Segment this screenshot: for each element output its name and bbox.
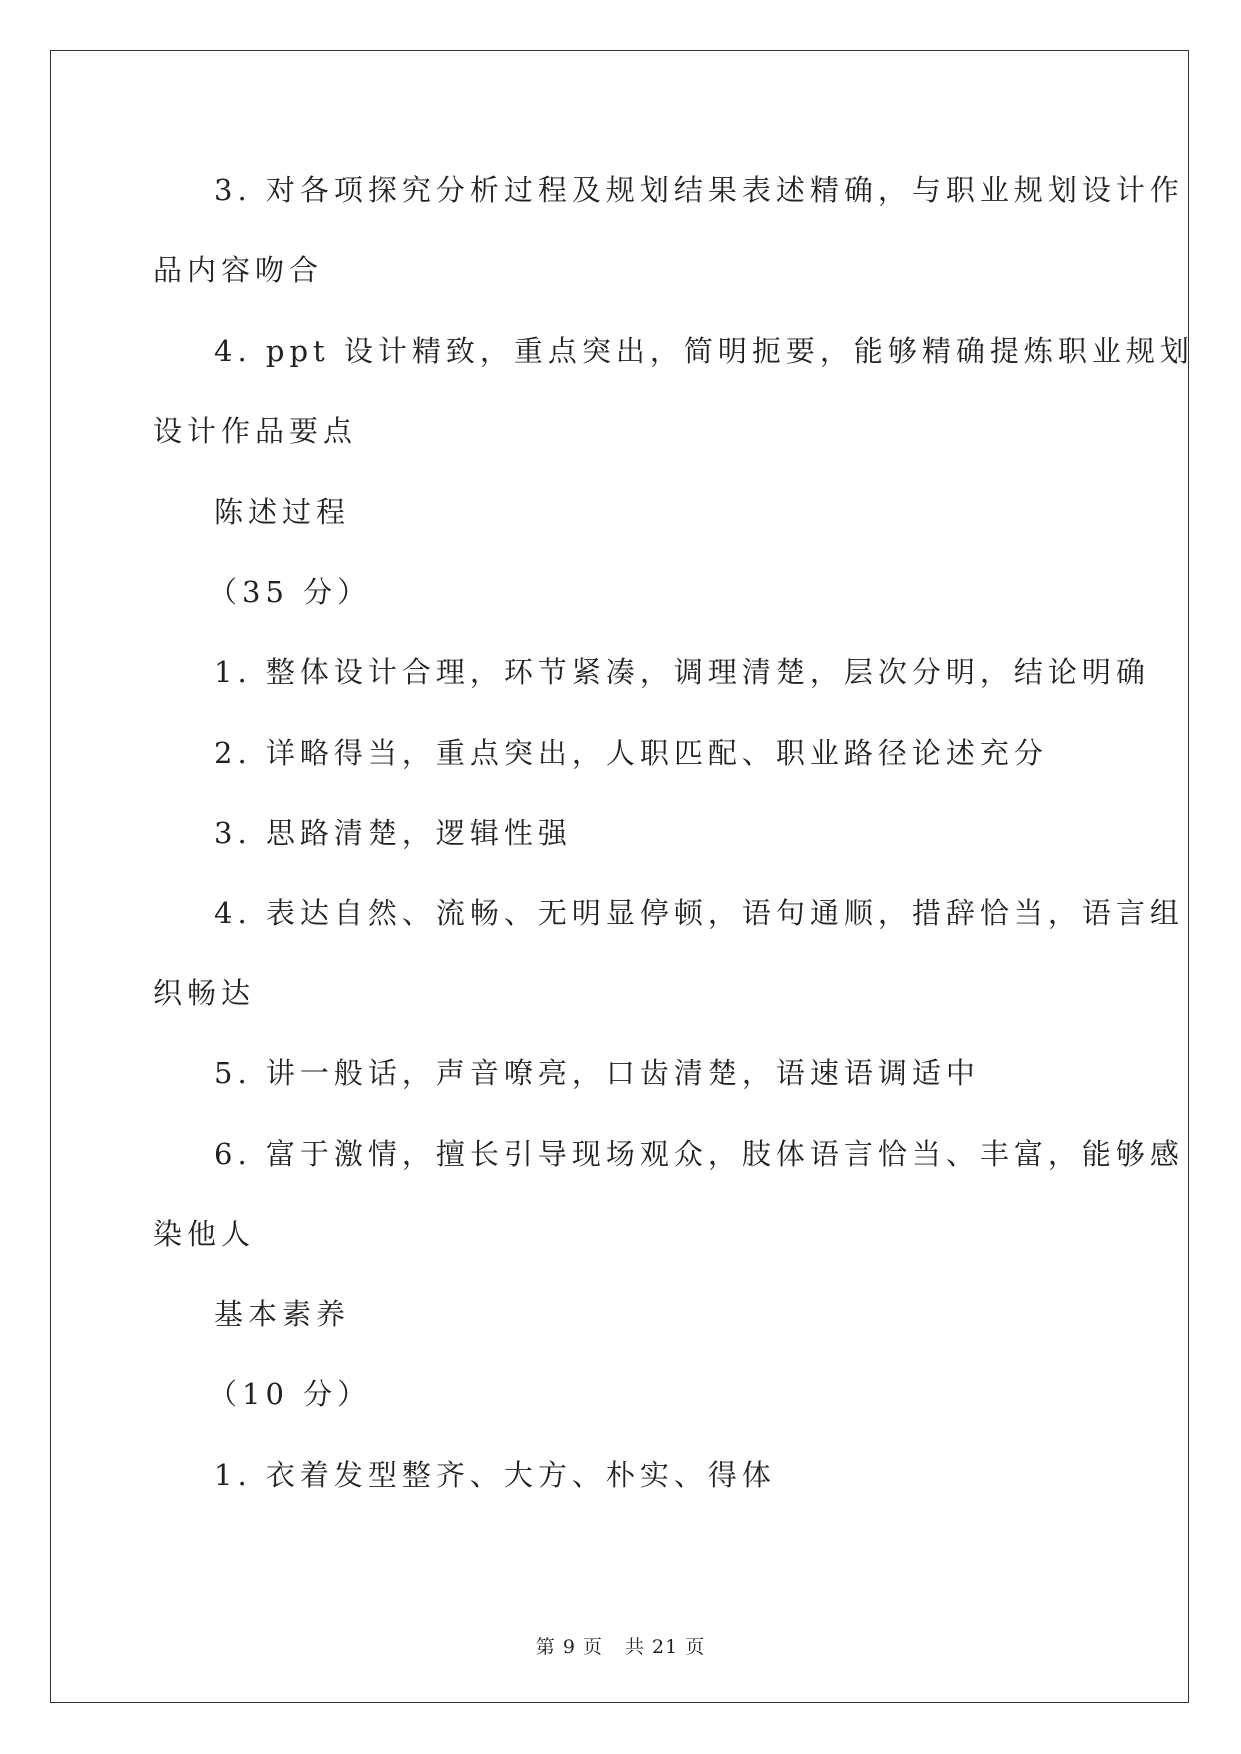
criterion-item-3-line-1: 3. 对各项探究分析过程及规划结果表述精确，与职业规划设计作 (214, 173, 1184, 207)
section-heading-presentation: 陈述过程 (214, 495, 351, 529)
presentation-item-4-line-1: 4. 表达自然、流畅、无明显停顿，语句通顺，措辞恰当，语言组 (214, 896, 1184, 930)
total-pages: 共 21 页 (624, 1636, 706, 1658)
section-heading-basic-quality: 基本素养 (214, 1297, 351, 1331)
page-border (50, 50, 1189, 1703)
presentation-item-5: 5. 讲一般话，声音嘹亮，口齿清楚，语速语调适中 (214, 1056, 980, 1090)
presentation-item-6-line-2: 染他人 (153, 1217, 256, 1251)
section-score-presentation: （35 分） (208, 575, 372, 609)
presentation-item-6-line-1: 6. 富于激情，擅长引导现场观众，肢体语言恰当、丰富，能够感 (214, 1137, 1184, 1171)
criterion-item-4-line-2: 设计作品要点 (153, 414, 358, 448)
presentation-item-2: 2. 详略得当，重点突出，人职匹配、职业路径论述充分 (214, 736, 1048, 770)
page-footer (0, 1632, 1241, 1659)
presentation-item-3: 3. 思路清楚，逻辑性强 (214, 816, 572, 850)
section-score-basic-quality: （10 分） (208, 1377, 372, 1411)
basic-quality-item-1: 1. 衣着发型整齐、大方、朴实、得体 (214, 1458, 776, 1492)
criterion-item-3-line-2: 品内容吻合 (153, 253, 324, 287)
presentation-item-4-line-2: 织畅达 (153, 976, 256, 1010)
page-number: 第 9 页 (535, 1636, 603, 1658)
presentation-item-1: 1. 整体设计合理，环节紧凑，调理清楚，层次分明，结论明确 (214, 655, 1150, 689)
criterion-item-4-line-1: 4. ppt 设计精致，重点突出，简明扼要，能够精确提炼职业规划 (214, 334, 1194, 368)
